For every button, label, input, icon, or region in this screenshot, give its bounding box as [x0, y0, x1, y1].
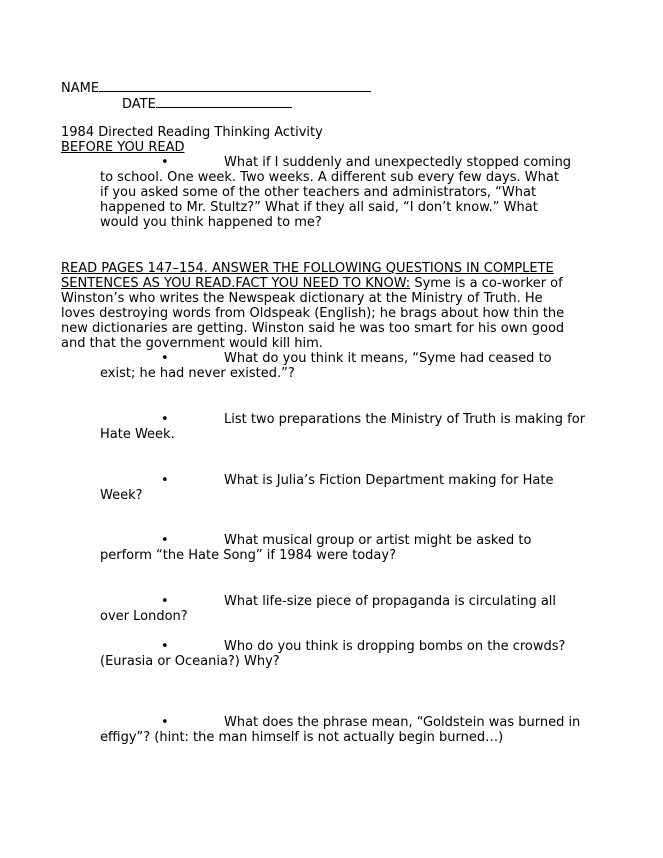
fact-text: Syme is a co-worker of — [410, 276, 563, 291]
bullet-icon: • — [161, 594, 169, 609]
date-blank[interactable] — [156, 95, 292, 108]
page-title: 1984 Directed Reading Thinking Activity — [61, 125, 323, 140]
question-text: What if I suddenly and unexpectedly stopped coming — [224, 155, 572, 170]
bullet-icon: • — [161, 155, 169, 170]
fact-text: loves destroying words from Oldspeak (English); he brags about how thin the — [61, 306, 565, 321]
name-field[interactable] — [61, 79, 371, 96]
fact-text: and that the government would kill him. — [61, 336, 323, 351]
bullet-icon: • — [161, 473, 169, 488]
name-label: NAME — [61, 81, 100, 96]
fact-heading: SENTENCES AS YOU READ.FACT YOU NEED TO KNOW: — [61, 276, 411, 291]
question-text: What musical group or artist might be asked to — [224, 533, 532, 548]
question-text: effigy”? (hint: the man himself is not actually begin burned…) — [100, 730, 504, 745]
bullet-icon: • — [161, 533, 169, 548]
name-blank[interactable] — [99, 79, 371, 92]
question-text: Who do you think is dropping bombs on the crowds? — [224, 639, 566, 654]
question-text: What life-size piece of propaganda is circulating all — [224, 594, 557, 609]
date-field[interactable] — [122, 95, 292, 112]
bullet-icon: • — [161, 639, 169, 654]
question-text: (Eurasia or Oceania?) Why? — [100, 654, 280, 669]
question-text: What do you think it means, “Syme had ceased to — [224, 351, 552, 366]
question-text: What is Julia’s Fiction Department making for Hate — [224, 473, 554, 488]
fact-text: new dictionaries are getting. Winston said he was too smart for his own good — [61, 321, 565, 336]
question-text: would you think happened to me? — [100, 215, 322, 230]
question-text: happened to Mr. Stultz?” What if they all said, “I don’t know.” What — [100, 200, 538, 215]
question-text: Hate Week. — [100, 427, 175, 442]
fact-text: Winston’s who writes the Newspeak dictionary at the Ministry of Truth. He — [61, 291, 543, 306]
question-text: over London? — [100, 609, 188, 624]
bullet-icon: • — [161, 715, 169, 730]
bullet-icon: • — [161, 351, 169, 366]
date-label: DATE — [122, 97, 156, 112]
question-text: What does the phrase mean, “Goldstein was burned in — [224, 715, 581, 730]
bullet-icon: • — [161, 412, 169, 427]
before-heading: BEFORE YOU READ — [61, 140, 185, 155]
question-text: if you asked some of the other teachers and administrators, “What — [100, 185, 537, 200]
question-text: perform “the Hate Song” if 1984 were today? — [100, 548, 396, 563]
question-text: exist; he had never existed.”? — [100, 366, 295, 381]
question-text: List two preparations the Ministry of Truth is making for — [224, 412, 586, 427]
question-text: to school. One week. Two weeks. A different sub every few days. What — [100, 170, 559, 185]
reading-heading: READ PAGES 147–154. ANSWER THE FOLLOWING QUESTIONS IN COMPLETE — [61, 261, 554, 276]
question-text: Week? — [100, 488, 143, 503]
